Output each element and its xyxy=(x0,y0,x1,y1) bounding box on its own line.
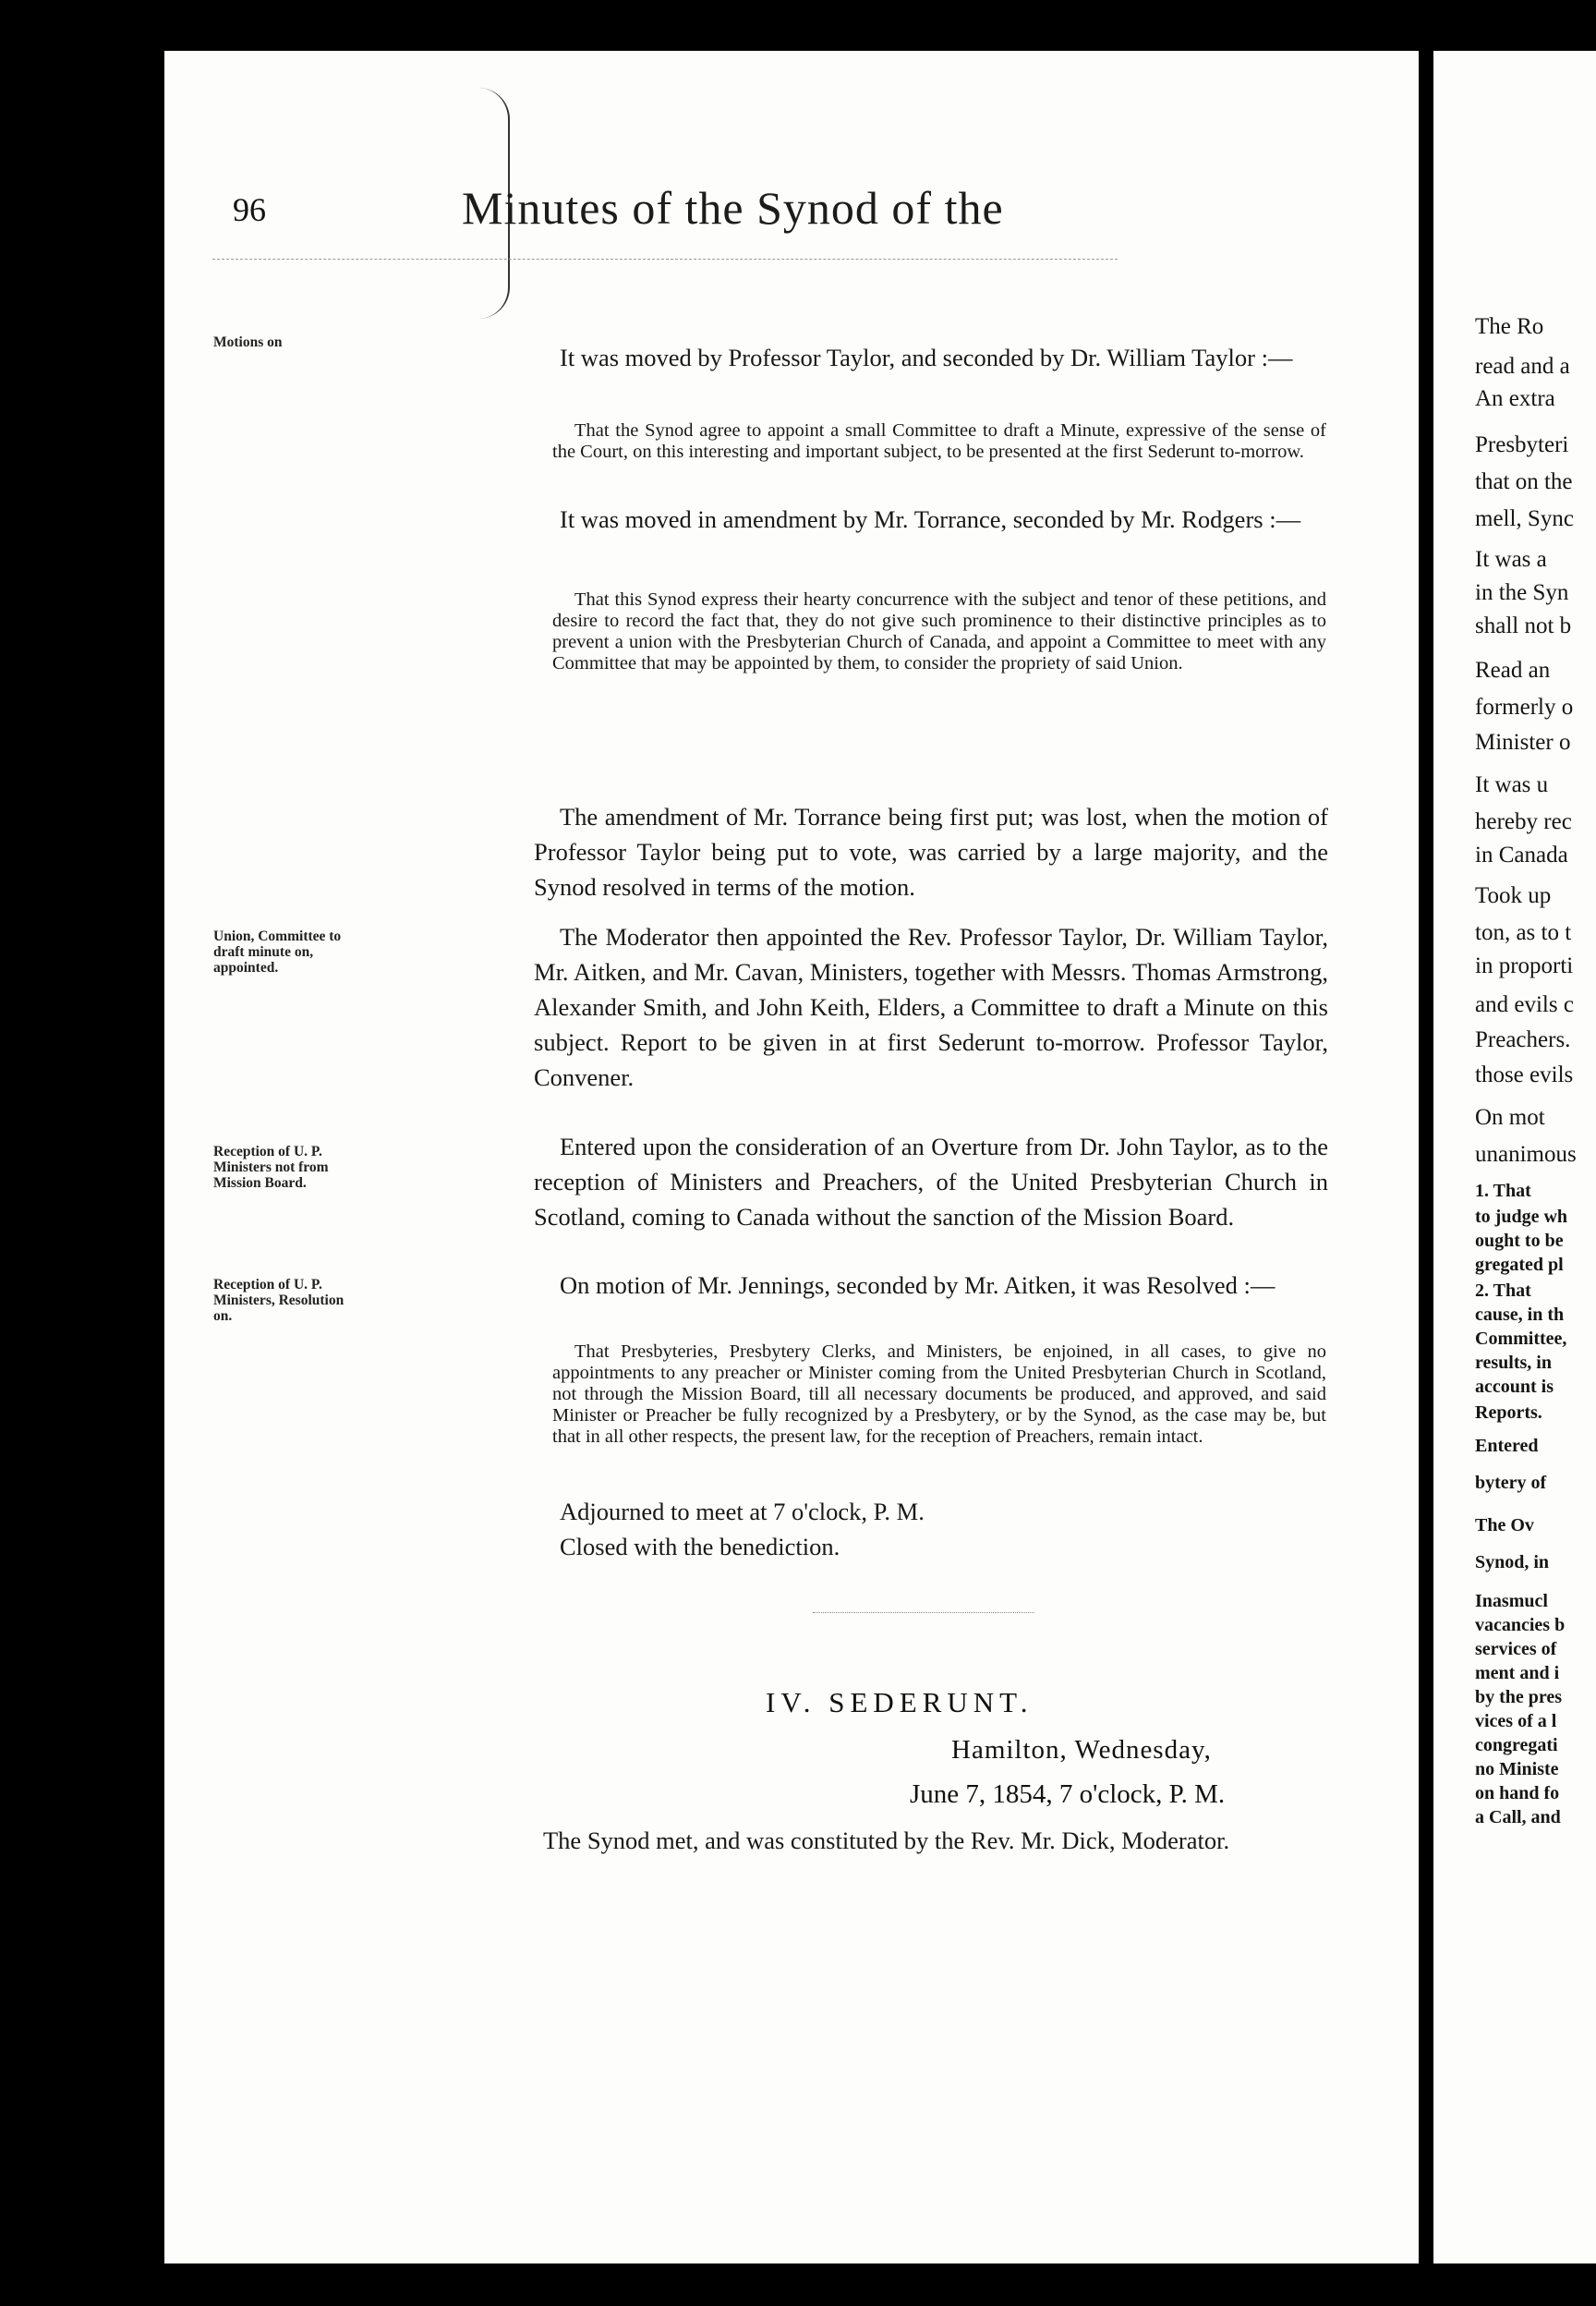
right-page-fragment: hereby rec xyxy=(1475,809,1572,834)
right-page-fragment: It was a xyxy=(1475,547,1547,572)
right-page-fragment: in Canada xyxy=(1475,843,1568,868)
quote-motion: That the Synod agree to appoint a small Committee to draft a Minute, expressive of the sense of the Court, on this interesting and important subject, to be presented at the first Sederunt to-morrow. xyxy=(552,420,1326,462)
paragraph-motion: It was moved by Professor Taylor, and seconded by Dr. William Taylor :— xyxy=(560,344,1293,371)
right-page-fragment: to judge wh xyxy=(1475,1207,1568,1227)
paragraph-vote: The amendment of Mr. Torrance being first put; was lost, when the motion of Professor Taylor being put to vote, was carried by a large majority, and the Synod resolved in terms of the motion. xyxy=(534,803,1328,901)
right-page-fragment: Reports. xyxy=(1475,1402,1542,1423)
sederunt-date: June 7, 1854, 7 o'clock, P. M. xyxy=(910,1779,1226,1809)
right-page xyxy=(1433,51,1596,2264)
paragraph-synod-met: The Synod met, and was constituted by the Rev. Mr. Dick, Moderator. xyxy=(543,1827,1230,1854)
margin-note-union-committee: Union, Committee to draft minute on, appointed. xyxy=(213,928,342,976)
right-page-fragment: bytery of xyxy=(1475,1473,1547,1493)
right-page-fragment: congregati xyxy=(1475,1735,1558,1755)
right-page-fragment: On mot xyxy=(1475,1105,1545,1130)
right-page-fragment: Committee, xyxy=(1475,1329,1567,1349)
right-page-fragment: 2. That xyxy=(1475,1280,1531,1301)
right-page-fragment: ment and i xyxy=(1475,1663,1560,1683)
right-page-fragment: that on the xyxy=(1475,469,1573,494)
paragraph-benediction: Closed with the benediction. xyxy=(560,1533,840,1560)
paragraph-overture: Entered upon the consideration of an Overture from Dr. John Taylor, as to the reception of Ministers and Preachers, of the United Presbyterian Church in Scotland, coming to Canada without the sanction of the Mission Board. xyxy=(534,1133,1328,1231)
running-head: Minutes of the Synod of the xyxy=(462,182,1004,234)
page-number: 96 xyxy=(233,191,266,228)
right-page-fragment: Inasmucl xyxy=(1475,1591,1548,1611)
right-page-fragment: and evils c xyxy=(1475,992,1574,1017)
head-rule xyxy=(212,259,1118,260)
right-page-fragment: services of xyxy=(1475,1639,1557,1659)
right-page-fragment: a Call, and xyxy=(1475,1807,1561,1827)
right-page-fragment: An extra xyxy=(1475,386,1555,411)
right-page-fragment: results, in xyxy=(1475,1353,1552,1373)
right-page-fragment: account is xyxy=(1475,1377,1554,1397)
margin-note-reception-not-mission: Reception of U. P. Ministers not from Mission Board. xyxy=(213,1144,329,1191)
right-page-fragment: in proporti xyxy=(1475,953,1574,978)
right-page-fragment: vacancies b xyxy=(1475,1615,1566,1635)
paragraph-committee: The Moderator then appointed the Rev. Professor Taylor, Dr. William Taylor, Mr. Aitken, and Mr. Cavan, Ministers, together with Messrs. Thomas Armstrong, Alexander Smith, and John Keith, Elders, a Committee to draft a Minute on this subject. Report to be given in at first Sederunt to-morrow. Professor Taylor, Convener. xyxy=(534,923,1328,1091)
paragraph-resolved: On motion of Mr. Jennings, seconded by Mr. Aitken, it was Resolved :— xyxy=(560,1271,1276,1299)
quote-resolution: That Presbyteries, Presbytery Clerks, and Ministers, be enjoined, in all cases, to give no appointments to any preacher or Minister coming from the United Presbyterian Church in Scotland, not through the Mission Board, till all necessary documents be produced, and approved, and said Minister or Preacher be fully recognized by a Presbytery, or by the Synod, as the case may be, but that in all other respects, the present law, for the reception of Preachers, remain intact. xyxy=(552,1341,1326,1447)
right-page-fragment: on hand fo xyxy=(1475,1783,1560,1803)
margin-note-motions: Motions on xyxy=(213,334,283,350)
right-page-fragment: It was u xyxy=(1475,772,1549,797)
right-page-fragment: in the Syn xyxy=(1475,580,1569,605)
margin-note-reception-resolution: Reception of U. P. Ministers, Resolution on. xyxy=(213,1277,345,1324)
sederunt-title: IV. SEDERUNT. xyxy=(766,1686,1034,1718)
right-page-fragment: cause, in th xyxy=(1475,1305,1565,1325)
right-page-fragment: The Ov xyxy=(1475,1515,1534,1535)
right-page-fragment: shall not b xyxy=(1475,613,1572,638)
right-page-fragment: those evils xyxy=(1475,1062,1574,1087)
right-page-fragment: formerly o xyxy=(1475,695,1574,720)
section-separator xyxy=(813,1612,1034,1613)
right-page-fragment: Took up xyxy=(1475,883,1552,908)
right-page-fragment: mell, Sync xyxy=(1475,506,1574,531)
right-page-fragment: gregated pl xyxy=(1475,1255,1564,1275)
right-page-fragment: Preachers. xyxy=(1475,1027,1571,1052)
right-page-fragment: The Ro xyxy=(1475,314,1544,339)
right-page-fragment: Presbyteri xyxy=(1475,432,1569,457)
right-page-fragment: ton, as to t xyxy=(1475,920,1572,945)
sederunt-place: Hamilton, Wednesday, xyxy=(951,1735,1212,1765)
quote-amendment: That this Synod express their hearty concurrence with the subject and tenor of these petitions, and desire to record the fact that, they do not give such prominence to their distinctive principles as to prevent a union with the Presbyterian Church of Canada, and appoint a Committee to meet with any Committee that may be appointed by them, to consider the propriety of said Union. xyxy=(552,589,1326,674)
right-page-fragment: read and a xyxy=(1475,354,1570,379)
right-page-fragment: Read an xyxy=(1475,658,1551,683)
right-page-fragment: Entered xyxy=(1475,1436,1539,1456)
paragraph-amendment: It was moved in amendment by Mr. Torrance, seconded by Mr. Rodgers :— xyxy=(560,505,1301,533)
right-page-fragment: 1. That xyxy=(1475,1181,1531,1201)
right-page-fragment: Minister o xyxy=(1475,730,1571,755)
paragraph-adjourned: Adjourned to meet at 7 o'clock, P. M. xyxy=(560,1498,925,1525)
right-page-fragment: ought to be xyxy=(1475,1231,1564,1251)
right-page-fragment: by the pres xyxy=(1475,1687,1563,1707)
right-page-fragment: vices of a l xyxy=(1475,1711,1557,1731)
right-page-fragment: unanimous xyxy=(1475,1142,1577,1167)
right-page-fragment: no Ministe xyxy=(1475,1759,1559,1779)
right-page-fragment: Synod, in xyxy=(1475,1552,1550,1572)
